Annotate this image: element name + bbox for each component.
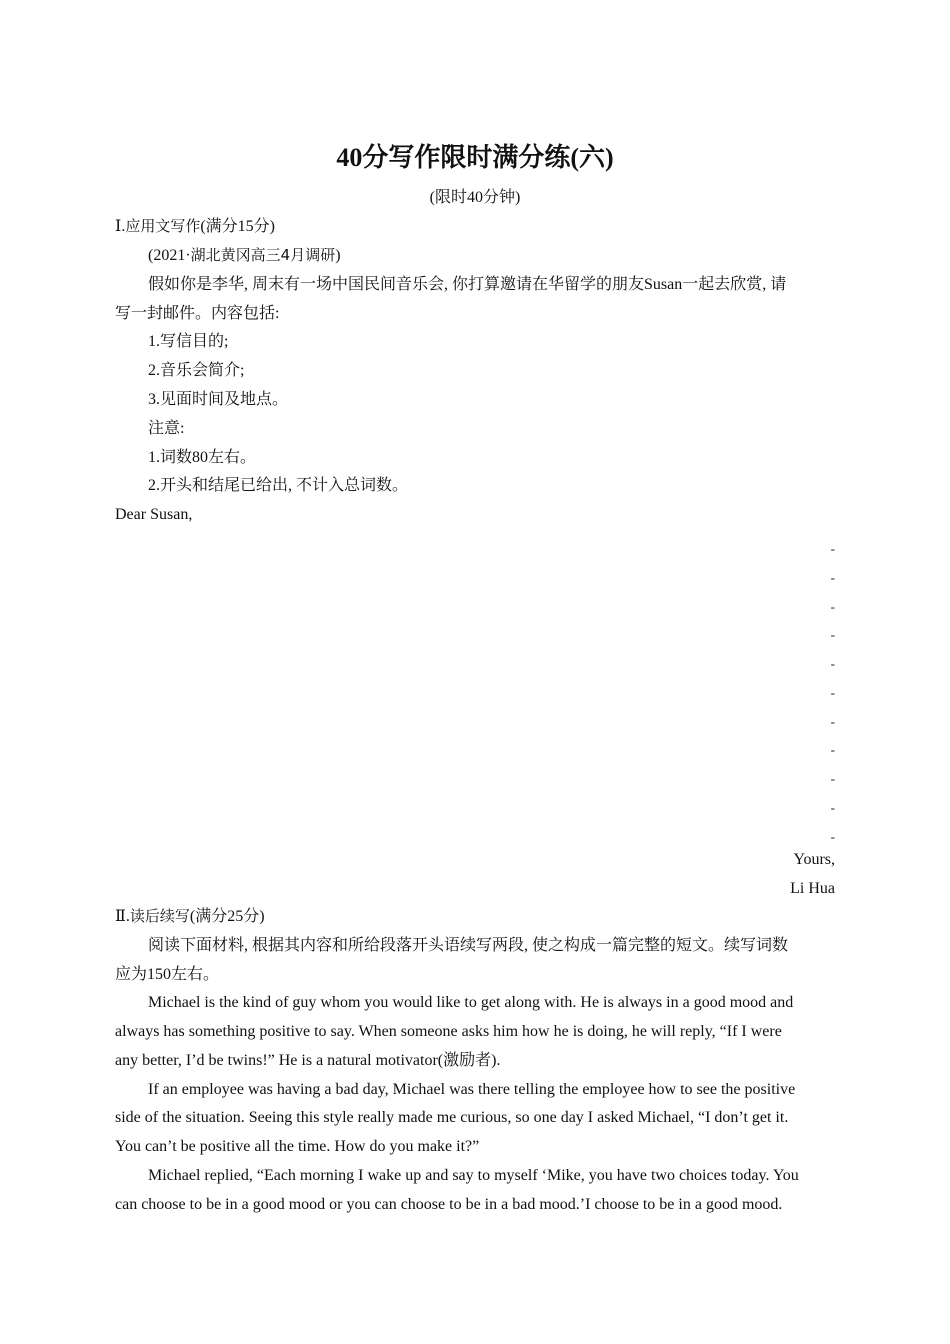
content-point-2: 2.音乐会简介;	[148, 362, 245, 379]
passage-line: Michael replied, “Each morning I wake up and say to myself ‘Mike, you have two choices today. You	[148, 1167, 799, 1184]
answer-line-9: -	[830, 771, 835, 786]
passage-line: If an employee was having a bad day, Michael was there telling the employee how to see the positive	[148, 1081, 796, 1098]
salutation: Dear Susan,	[115, 506, 193, 523]
section1-score: (满分15分)	[200, 218, 276, 235]
signature: Li Hua	[790, 880, 835, 897]
section2-title: 读后续写	[129, 907, 190, 925]
passage-line: always has something positive to say. When someone asks him how he is doing, he will reply, “If I were	[115, 1023, 782, 1040]
section2-heading	[115, 902, 835, 931]
note-label: 注意:	[148, 420, 185, 437]
note-2: 2.开头和结尾已给出, 不计入总词数。	[148, 477, 409, 494]
answer-line-3: -	[830, 599, 835, 614]
section2-instruction-line1: 阅读下面材料, 根据其内容和所给段落开头语续写两段, 使之构成一篇完整的短文。续写词数	[148, 937, 789, 954]
answer-line-5: -	[830, 656, 835, 671]
passage-line: any better, I’d be twins!” He is a natural motivator(激励者).	[115, 1052, 501, 1069]
passage-line: side of the situation. Seeing this style really made me curious, so one day I asked Michael, “I don’t get it.	[115, 1109, 789, 1126]
note-1: 1.词数80左右。	[148, 449, 257, 466]
section1-title: 应用文写作	[125, 217, 201, 235]
section1-prompt-line2: 写一封邮件。内容包括:	[115, 305, 280, 322]
answer-line-7: -	[830, 714, 835, 729]
answer-line-4: -	[830, 627, 835, 642]
answer-line-6: -	[830, 685, 835, 700]
page-title: 40分写作限时满分练(六)	[336, 143, 614, 172]
section2-score: (满分25分)	[189, 908, 265, 925]
passage-line: Michael is the kind of guy whom you would like to get along with. He is always in a good mood and	[148, 994, 794, 1011]
source-name: 湖北黄冈高三4月调研	[190, 246, 336, 264]
answer-line-11: -	[830, 829, 835, 844]
passage-line: can choose to be in a good mood or you can choose to be in a bad mood.’I choose to be in a good mood.	[115, 1196, 783, 1213]
content-point-1: 1.写信目的;	[148, 333, 229, 350]
section1-heading	[115, 212, 835, 241]
content-point-3: 3.见面时间及地点。	[148, 391, 289, 408]
answer-line-10: -	[830, 800, 835, 815]
section2-instruction-line2: 应为150左右。	[115, 966, 220, 983]
section2-number: Ⅱ.	[115, 908, 130, 925]
passage-line: You can’t be positive all the time. How do you make it?”	[115, 1138, 480, 1155]
section1-number: Ⅰ.	[115, 218, 126, 235]
answer-line-1: -	[830, 541, 835, 556]
closing: Yours,	[793, 851, 835, 868]
section1-prompt-line1: 假如你是李华, 周末有一场中国民间音乐会, 你打算邀请在华留学的朋友Susan一起去欣赏, 请	[148, 276, 787, 293]
time-limit: (限时40分钟)	[429, 189, 521, 206]
answer-line-2: -	[830, 570, 835, 585]
source-close: )	[335, 247, 341, 264]
answer-line-8: -	[830, 742, 835, 757]
source-year: (2021·	[148, 247, 191, 264]
section1-source	[148, 241, 835, 270]
